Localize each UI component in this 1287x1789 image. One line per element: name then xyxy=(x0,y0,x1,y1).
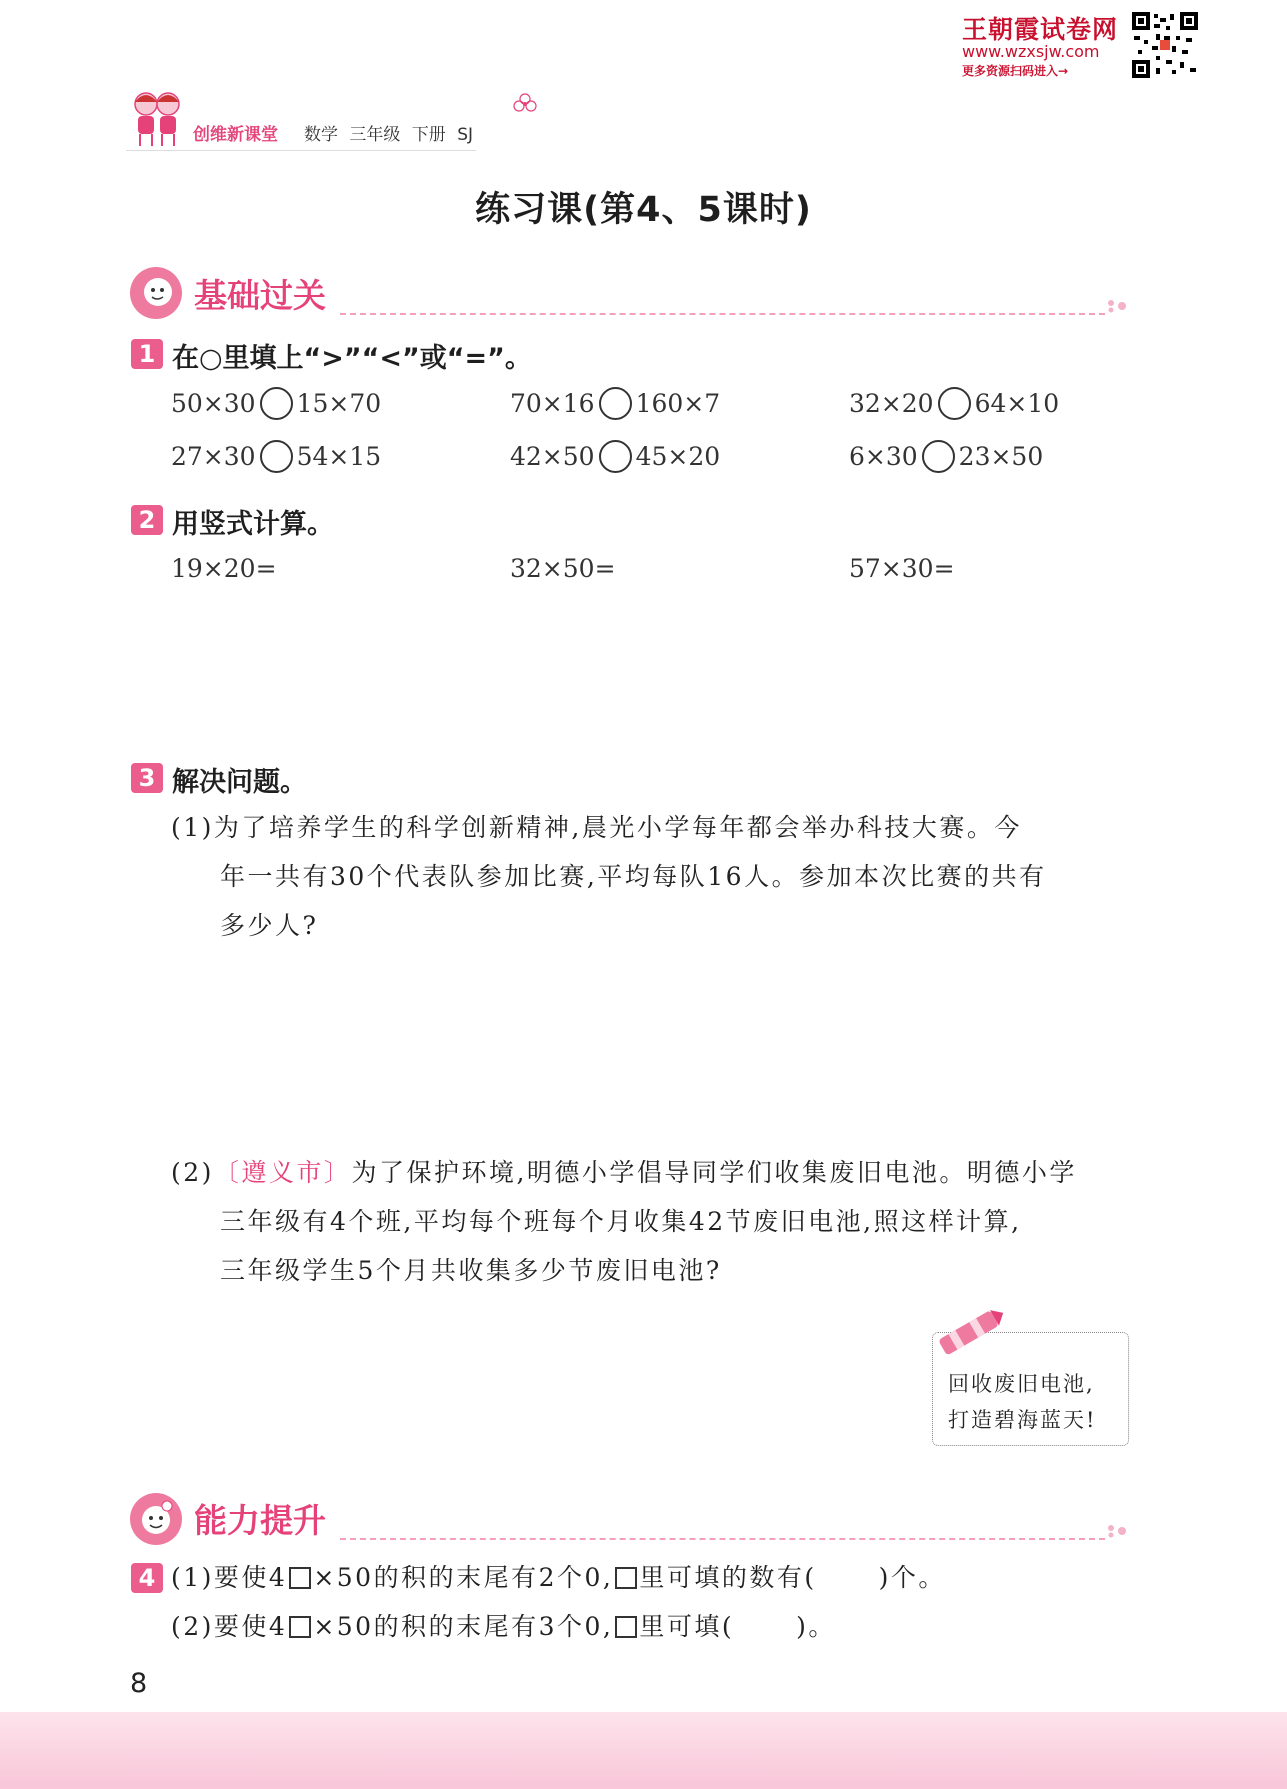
kids-mascot-icon xyxy=(126,86,188,150)
qr-code-icon[interactable] xyxy=(1132,12,1198,78)
answer-circle[interactable] xyxy=(260,440,293,473)
answer-circle[interactable] xyxy=(599,387,632,420)
problem-1-line: 年一共有30个代表队参加比赛,平均每队16人。参加本次比赛的共有 xyxy=(220,862,1047,891)
brand-url[interactable]: www.wzxsjw.com xyxy=(962,42,1100,61)
blank-box xyxy=(615,1567,637,1589)
answer-circle[interactable] xyxy=(938,387,971,420)
question-number-badge: 2 xyxy=(131,505,163,535)
answer-circle[interactable] xyxy=(260,387,293,420)
brand-subtitle: 更多资源扫码进入→ xyxy=(962,64,1069,78)
section-advanced-title: 能力提升 xyxy=(194,1501,326,1540)
dots-decoration-icon xyxy=(1105,299,1131,313)
vertical-calc-item: 19×20= xyxy=(171,554,277,583)
question-4-part-2: (2)要使4 ×50的积的末尾有3个0, 里可填( )。 xyxy=(171,1612,836,1641)
compare-item: 6×30 23×50 xyxy=(849,442,1044,471)
blank-box xyxy=(615,1616,637,1638)
book-info: 数学 三年级 下册 SJ xyxy=(304,125,474,145)
section-advanced-divider xyxy=(340,1538,1105,1540)
dots-decoration-icon xyxy=(1105,1524,1131,1538)
question-number-badge: 1 xyxy=(131,339,163,369)
question-number-badge: 4 xyxy=(131,1563,163,1593)
problem-2-line: 三年级学生5个月共收集多少节废旧电池? xyxy=(220,1256,722,1285)
crayon-icon xyxy=(928,1302,1008,1362)
page-number: 8 xyxy=(130,1668,148,1699)
question-number-badge: 3 xyxy=(131,763,163,793)
flower-icon xyxy=(512,92,538,116)
footer-band xyxy=(0,1712,1287,1789)
problem-1-line: 多少人? xyxy=(220,911,319,940)
page-title: 练习课(第4、5课时) xyxy=(475,190,812,230)
question-4-part-1: (1)要使4 ×50的积的末尾有2个0, 里可填的数有( )个。 xyxy=(171,1563,946,1592)
compare-item: 42×50 45×20 xyxy=(510,442,721,471)
series-name: 创维新课堂 xyxy=(193,125,278,145)
blank-box xyxy=(289,1616,311,1638)
answer-circle[interactable] xyxy=(599,440,632,473)
section-basic-title: 基础过关 xyxy=(194,276,326,315)
region-tag: 〔遵义市〕 xyxy=(213,1158,352,1187)
answer-circle[interactable] xyxy=(922,440,955,473)
question-1-prompt: 在○里填上“>”“<”或“=”。 xyxy=(172,343,532,374)
header-divider xyxy=(126,150,476,151)
question-3-prompt: 解决问题。 xyxy=(172,767,307,798)
teacher-avatar-icon xyxy=(129,266,183,320)
compare-item: 27×30 54×15 xyxy=(171,442,382,471)
section-basic-divider xyxy=(340,313,1105,315)
compare-item: 32×20 64×10 xyxy=(849,389,1060,418)
blank-box xyxy=(289,1567,311,1589)
vertical-calc-item: 57×30= xyxy=(849,554,955,583)
compare-item: 70×16 160×7 xyxy=(510,389,721,418)
student-avatar-icon xyxy=(129,1492,183,1546)
vertical-calc-item: 32×50= xyxy=(510,554,616,583)
question-2-prompt: 用竖式计算。 xyxy=(172,509,334,540)
problem-2-line: 三年级有4个班,平均每个班每个月收集42节废旧电池,照这样计算, xyxy=(220,1207,1022,1236)
problem-2-line: (2)〔遵义市〕为了保护环境,明德小学倡导同学们收集废旧电池。明德小学 xyxy=(171,1158,1077,1187)
compare-item: 50×30 15×70 xyxy=(171,389,382,418)
brand-name: 王朝霞试卷网 xyxy=(962,15,1119,44)
problem-1-line: (1)为了培养学生的科学创新精神,晨光小学每年都会举办科技大赛。今 xyxy=(171,813,1022,842)
tip-note-text: 回收废旧电池, 打造碧海蓝天! xyxy=(948,1372,1097,1432)
